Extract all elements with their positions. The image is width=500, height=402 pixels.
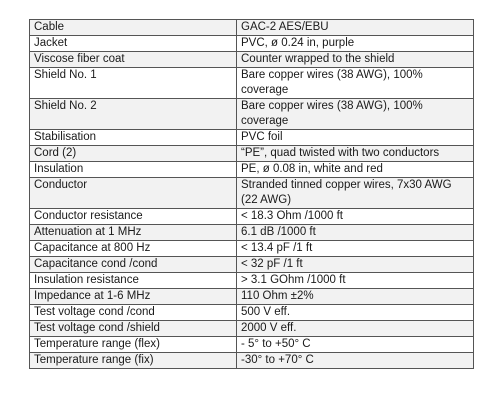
param-cell: Capacitance cond /cond [30, 257, 237, 273]
table-row [30, 257, 474, 273]
value-cell: > 3.1 GOhm /1000 ft [237, 273, 474, 289]
table-row [30, 68, 474, 99]
table-row [30, 353, 474, 369]
table-row [30, 337, 474, 353]
param-cell: Insulation resistance [30, 273, 237, 289]
value-cell: PVC foil [237, 130, 474, 146]
param-cell: Jacket [30, 36, 237, 52]
table-row [30, 52, 474, 68]
table-row [30, 209, 474, 225]
param-cell: Viscose fiber coat [30, 52, 237, 68]
value-cell: -30° to +70° C [237, 353, 474, 369]
value-cell: - 5° to +50° C [237, 337, 474, 353]
table-row [30, 289, 474, 305]
value-cell: GAC-2 AES/EBU [237, 20, 474, 36]
table-row [30, 99, 474, 130]
param-cell: Temperature range (fix) [30, 353, 237, 369]
param-cell: Shield No. 2 [30, 99, 237, 130]
table-row [30, 273, 474, 289]
value-cell: PE, ø 0.08 in, white and red [237, 162, 474, 178]
table-row [30, 241, 474, 257]
table-row [30, 162, 474, 178]
param-cell: Test voltage cond /shield [30, 321, 237, 337]
value-cell: < 13.4 pF /1 ft [237, 241, 474, 257]
value-cell: Bare copper wires (38 AWG), 100% coverage [237, 68, 474, 99]
param-cell: Capacitance at 800 Hz [30, 241, 237, 257]
value-cell: “PE”, quad twisted with two conductors [237, 146, 474, 162]
value-cell: 110 Ohm ±2% [237, 289, 474, 305]
table-row [30, 36, 474, 52]
value-cell: 2000 V eff. [237, 321, 474, 337]
param-cell: Test voltage cond /cond [30, 305, 237, 321]
param-cell: Stabilisation [30, 130, 237, 146]
value-cell: 6.1 dB /1000 ft [237, 225, 474, 241]
value-cell: < 32 pF /1 ft [237, 257, 474, 273]
cable-spec-table [29, 19, 474, 369]
value-cell: Bare copper wires (38 AWG), 100% coverage [237, 99, 474, 130]
param-cell: Conductor [30, 178, 237, 209]
value-cell: < 18.3 Ohm /1000 ft [237, 209, 474, 225]
table-row [30, 20, 474, 36]
param-cell: Cable [30, 20, 237, 36]
value-cell: Counter wrapped to the shield [237, 52, 474, 68]
table-row [30, 130, 474, 146]
param-cell: Impedance at 1-6 MHz [30, 289, 237, 305]
param-cell: Cord (2) [30, 146, 237, 162]
param-cell: Insulation [30, 162, 237, 178]
param-cell: Attenuation at 1 MHz [30, 225, 237, 241]
table-row [30, 321, 474, 337]
table-row [30, 146, 474, 162]
table-row [30, 178, 474, 209]
value-cell: 500 V eff. [237, 305, 474, 321]
table-row [30, 305, 474, 321]
param-cell: Shield No. 1 [30, 68, 237, 99]
param-cell: Temperature range (flex) [30, 337, 237, 353]
param-cell: Conductor resistance [30, 209, 237, 225]
value-cell: PVC, ø 0.24 in, purple [237, 36, 474, 52]
value-cell: Stranded tinned copper wires, 7x30 AWG (22 AWG) [237, 178, 474, 209]
table-row [30, 225, 474, 241]
